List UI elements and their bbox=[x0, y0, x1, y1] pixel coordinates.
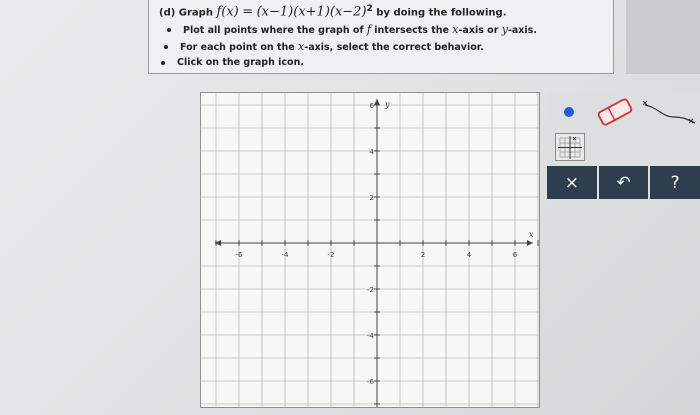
function-lhs: f(x) bbox=[216, 4, 239, 20]
instruction-item: For each point on the x-axis, select the correct behavior. bbox=[164, 39, 534, 56]
y-tick-label: -4 bbox=[367, 332, 374, 340]
x-axis-arrow-icon bbox=[527, 240, 533, 246]
function-exponent: 2 bbox=[366, 4, 373, 14]
eraser-icon bbox=[591, 93, 639, 131]
question-suffix: by doing the following. bbox=[376, 7, 507, 19]
action-bar bbox=[547, 166, 700, 199]
graph-icon bbox=[556, 134, 584, 160]
instruction-item: Click on the graph icon. bbox=[161, 55, 531, 71]
point-icon bbox=[564, 107, 574, 117]
x-tick-label: -6 bbox=[235, 251, 243, 259]
y-tick-label: 4 bbox=[369, 148, 374, 156]
side-panel-block bbox=[626, 0, 700, 74]
eraser-tool-button[interactable] bbox=[591, 93, 639, 131]
question-label: (d) Graph bbox=[159, 7, 213, 19]
x-tick-label: -4 bbox=[281, 251, 289, 259]
point-tool-button[interactable] bbox=[547, 93, 591, 131]
bullet-icon bbox=[161, 61, 165, 65]
y-tick-label: -6 bbox=[367, 378, 374, 386]
line-icon bbox=[639, 93, 700, 131]
function-rhs: (x−1)(x+1)(x−2) bbox=[256, 4, 367, 20]
y-axis-label: y bbox=[385, 100, 390, 109]
x-tick-label: -2 bbox=[327, 251, 335, 259]
y-axis-arrow-icon bbox=[374, 99, 380, 105]
line-tool-button[interactable] bbox=[639, 93, 700, 131]
y-tick-label: 6 bbox=[369, 102, 374, 110]
x-tick-label: 6 bbox=[512, 251, 518, 259]
question-box bbox=[148, 0, 614, 74]
graph-tool-button[interactable] bbox=[555, 133, 585, 161]
instruction-list bbox=[167, 22, 537, 71]
clear-button[interactable]: × bbox=[547, 166, 597, 199]
graph-area[interactable] bbox=[200, 92, 540, 408]
bullet-icon bbox=[167, 28, 171, 32]
y-tick-label: -2 bbox=[367, 286, 374, 294]
x-axis-label: x bbox=[529, 230, 534, 239]
bullet-icon bbox=[164, 45, 168, 49]
coordinate-grid[interactable] bbox=[201, 93, 539, 407]
y-tick-label: 2 bbox=[369, 194, 374, 202]
undo-button[interactable]: ↶ bbox=[599, 166, 649, 199]
x-tick-label: 4 bbox=[466, 251, 472, 259]
instruction-item: Plot all points where the graph of f intersects the x-axis or y-axis. bbox=[167, 22, 537, 39]
help-button[interactable]: ? bbox=[650, 166, 700, 199]
question-title: (d) Graph $f(x) = (x-1)(x+1)(x-2)^2$ by doing the following. bbox=[159, 4, 507, 20]
x-tick-label: 2 bbox=[420, 251, 426, 259]
